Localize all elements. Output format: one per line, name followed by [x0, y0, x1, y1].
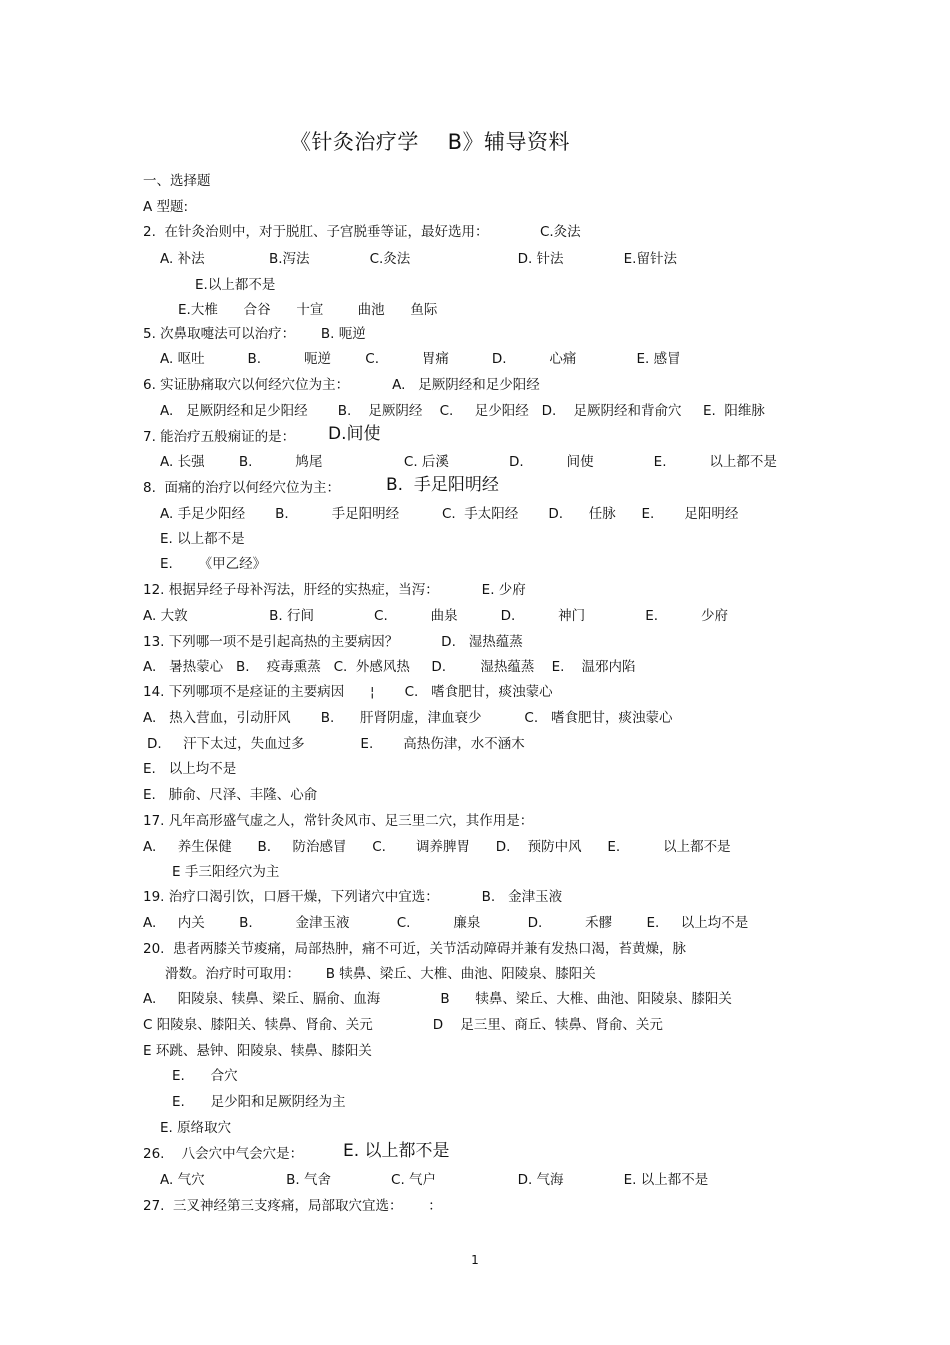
- option-line: A. 暑热蒙心 B. 疫毒熏蒸 C. 外感风热 D. 湿热蕴蒸 E. 温邪内陷: [143, 659, 636, 675]
- question-line: 8. 面痛的治疗以何经穴位为主：: [143, 480, 340, 496]
- option-line: A. 手足少阳经 B. 手足阳明经 C. 手太阳经 D. 任脉 E. 足阳明经: [160, 506, 739, 522]
- option-line: E.以上都不是: [195, 277, 276, 293]
- question-line: 7. 能治疗五般痫证的是：: [143, 429, 296, 445]
- section-heading: 一、选择题: [143, 173, 211, 189]
- option-line: E. 以上都不是: [160, 531, 245, 547]
- question-line: 2. 在针灸治则中，对于脱肛、子宫脱垂等证，最好选用： C.灸法: [143, 224, 581, 240]
- option-line: A. 大敦 B. 行间 C. 曲泉 D. 神门 E. 少府: [143, 608, 728, 624]
- answer-text: B. 手足阳明经: [386, 475, 499, 495]
- answer-text: E. 以上都不是: [343, 1141, 450, 1161]
- question-line: 6. 实证胁痛取穴以何经穴位为主： A. 足厥阴经和足少阳经: [143, 377, 540, 393]
- option-line: A. 足厥阴经和足少阳经 B. 足厥阴经 C. 足少阳经 D. 足厥阴经和背俞穴 E. 阳维脉: [160, 403, 765, 419]
- option-line: E. 以上均不是: [143, 761, 237, 777]
- question-line: 5. 次鼻取嚏法可以治疗： B. 呃逆: [143, 326, 366, 342]
- option-line: A. 内关 B. 金津玉液 C. 廉泉 D. 禾髎 E. 以上均不是: [143, 915, 749, 931]
- question-line: 12. 根据异经子母补泻法，肝经的实热症，当泻： E. 少府: [143, 582, 526, 598]
- option-line: E. 肺俞、尺泽、丰隆、心俞: [143, 787, 318, 803]
- option-line: A. 阳陵泉、犊鼻、梁丘、膈俞、血海 B 犊鼻、梁丘、大椎、曲池、阳陵泉、膝阳关: [143, 991, 732, 1007]
- question-line: 滑数。治疗时可取用： B 犊鼻、梁丘、大椎、曲池、阳陵泉、膝阳关: [165, 966, 596, 982]
- option-line: E 手三阳经穴为主: [172, 864, 280, 880]
- page-number: 1: [471, 1253, 479, 1267]
- option-line: E. 原络取穴: [160, 1120, 232, 1136]
- question-line: 27. 三叉神经第三支疼痛，局部取穴宜选： ：: [143, 1198, 442, 1214]
- option-line: A. 热入营血，引动肝风 B. 肝肾阴虚，津血衰少 C. 嗜食肥甘，痰浊蒙心: [143, 710, 673, 726]
- option-line: A. 补法 B.泻法 C.灸法 D. 针法 E.留针法: [160, 251, 677, 267]
- option-line: A. 气穴 B. 气舍 C. 气户 D. 气海 E. 以上都不是: [160, 1172, 709, 1188]
- option-line: E 环跳、悬钟、阳陵泉、犊鼻、膝阳关: [143, 1043, 372, 1059]
- question-line: 19. 治疗口渴引饮，口唇干燥，下列诸穴中宜选： B. 金津玉液: [143, 889, 563, 905]
- option-line: E. 足少阳和足厥阴经为主: [172, 1094, 346, 1110]
- option-line: A. 长强 B. 鸠尾 C. 后溪 D. 间使 E. 以上都不是: [160, 454, 777, 470]
- question-line: 26. 八会穴中气会穴是：: [143, 1146, 304, 1162]
- option-line: E.大椎 合谷 十宣 曲池 鱼际: [178, 302, 438, 318]
- question-line: 13. 下列哪一项不是引起高热的主要病因？ D. 湿热蕴蒸: [143, 634, 523, 650]
- document-title: 《针灸治疗学 B》辅导资料: [289, 130, 571, 154]
- option-line: D. 汗下太过，失血过多 E. 高热伤津，水不涵木: [147, 736, 525, 752]
- answer-text: D.间使: [328, 424, 381, 444]
- option-line: A. 呕吐 B. 呃逆 C. 胃痛 D. 心痛 E. 感冒: [160, 351, 681, 367]
- option-line: E. 合穴: [172, 1068, 238, 1084]
- question-line: 14. 下列哪项不是痉证的主要病因 ¦ C. 嗜食肥甘，痰浊蒙心: [143, 684, 553, 700]
- option-line: E. 《甲乙经》: [160, 556, 267, 572]
- question-line: 20. 患者两膝关节痠痛，局部热肿，痛不可近，关节活动障碍并兼有发热口渴，苔黄燥，脉: [143, 941, 687, 957]
- question-type-heading: A 型题:: [143, 199, 189, 215]
- question-line: 17. 凡年高形盛气虚之人，常针灸风市、足三里二穴，其作用是：: [143, 813, 534, 829]
- option-line: A. 养生保健 B. 防治感冒 C. 调养脾胃 D. 预防中风 E. 以上都不是: [143, 839, 731, 855]
- option-line: C 阳陵泉、膝阳关、犊鼻、肾俞、关元 D 足三里、商丘、犊鼻、肾俞、关元: [143, 1017, 663, 1033]
